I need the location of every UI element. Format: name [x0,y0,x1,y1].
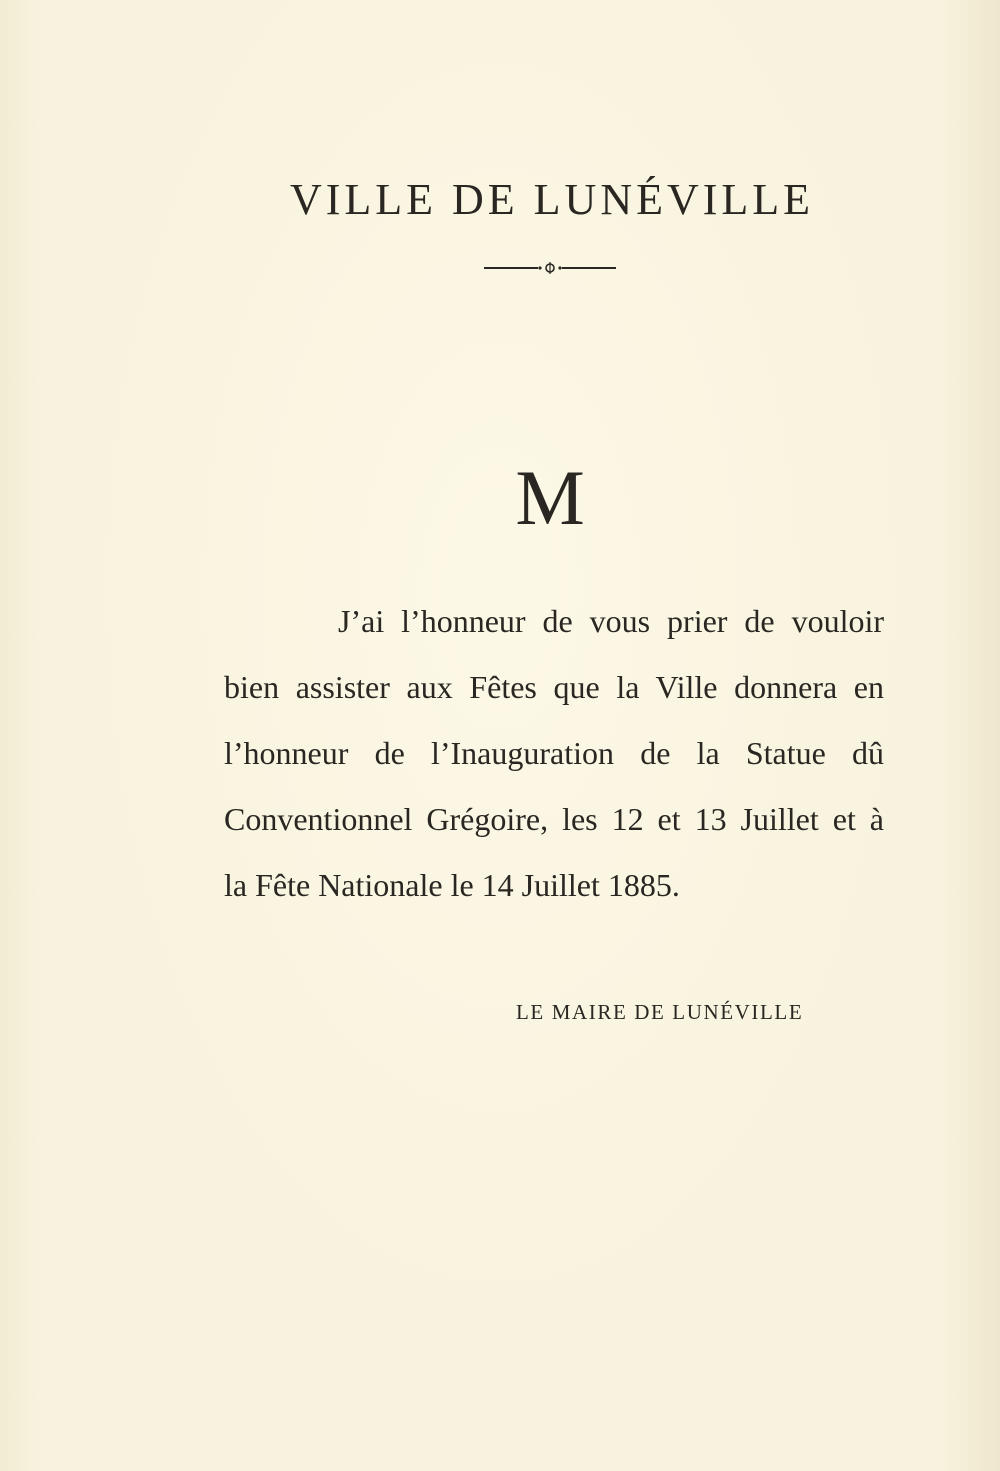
signature: LE MAIRE DE LUNÉVILLE [516,1000,804,1024]
salutation-initial: M [515,454,585,541]
decorative-rule-icon [484,258,616,278]
document-title: VILLE DE LUNÉVILLE [289,175,815,224]
body-line-2: bien assister aux Fêtes que la Ville donnera en [224,669,884,705]
body-line-1: J’ai l’honneur de vous prier de vouloir [338,603,884,639]
invitation-text [224,588,884,918]
body-line-4: Conventionnel Grégoire, les 12 et 13 Juillet et à [224,801,884,837]
body-line-5: la Fête Nationale le 14 Juillet 1885. [224,867,680,903]
body-line-3: l’honneur de l’Inauguration de la Statue dû [224,735,884,771]
